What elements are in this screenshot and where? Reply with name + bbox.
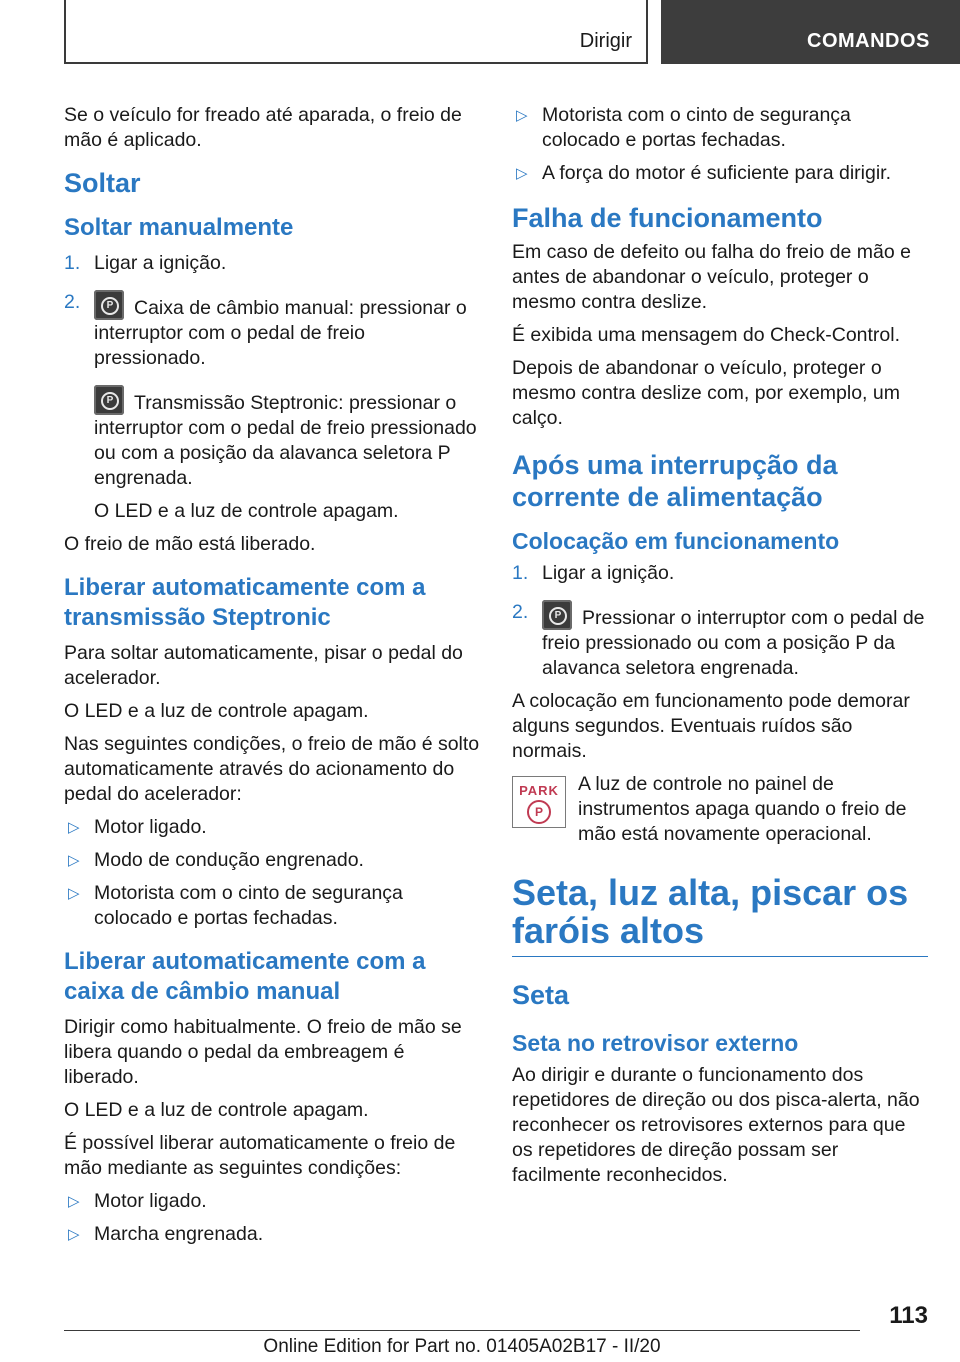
footer-rule — [64, 1330, 860, 1331]
heading-rule — [512, 956, 928, 957]
auto-steptronic-p3: Nas seguintes condições, o freio de mão é solto automaticamente através do acionamento do pedal do acelerador: — [64, 733, 480, 805]
falha-p3: Depois de abandonar o veículo, proteger o mesmo contra deslize com, por exemplo, um calço. — [512, 357, 900, 429]
step-1 — [512, 561, 928, 586]
list-item: ▷ Motorista com o cinto de segurança colocado e portas fechadas. — [68, 882, 403, 929]
triangle-bullet-icon: ▷ — [68, 885, 80, 902]
step-text: Caixa de câmbio manual: pressionar o interruptor com o pedal de freio pressionado. — [94, 297, 467, 369]
step-number: 2. — [64, 291, 81, 313]
step-number: 1. — [512, 562, 529, 584]
right-column — [512, 103, 928, 1196]
step-text: Ligar a ignição. — [94, 252, 227, 274]
step-number: 1. — [64, 252, 81, 274]
triangle-bullet-icon: ▷ — [68, 852, 80, 869]
parking-brake-button-icon: P — [94, 385, 124, 415]
park-note — [512, 772, 928, 852]
heading-seta-luz-alta: Seta, luz alta, piscar os faróis altos — [512, 872, 909, 951]
step-2-steptronic — [64, 385, 480, 491]
step-1 — [64, 251, 480, 276]
list-item: ▷ Modo de condução engrenado. — [68, 849, 364, 871]
step-text: Transmissão Steptronic: pressionar o interruptor com o pedal de freio pressionado ou com a posição da alavanca seletora P engrenada. — [94, 392, 477, 489]
auto-manual-p2: O LED e a luz de controle apagam. — [64, 1099, 369, 1121]
step-text: Pressionar o interruptor com o pedal de freio pressionado ou com a posição P da alavanca seletora engrenada. — [542, 607, 925, 679]
auto-steptronic-p1: Para soltar automaticamente, pisar o pedal do acelerador. — [64, 642, 463, 689]
park-warning-icon: PARK P — [512, 776, 566, 828]
triangle-bullet-icon: ▷ — [516, 107, 528, 124]
heading-liberar-manual: Liberar automaticamente com a caixa de câmbio manual — [64, 948, 426, 1005]
triangle-bullet-icon: ▷ — [516, 165, 528, 182]
heading-seta-retrovisor: Seta no retrovisor externo — [512, 1030, 799, 1056]
intro-text: Se o veículo for freado até aparada, o freio de mão é aplicado. — [64, 104, 462, 151]
footer-edition: Online Edition for Part no. 01405A02B17 - II/20 — [263, 1336, 661, 1357]
page-number: 113 — [889, 1302, 928, 1329]
step-text: Ligar a ignição. — [542, 562, 675, 584]
left-column — [64, 103, 480, 1255]
list-item: ▷ Marcha engrenada. — [68, 1223, 264, 1245]
step-number: 2. — [512, 601, 529, 623]
seta-text: Ao dirigir e durante o funcionamento dos repetidores de direção ou dos pisca-alerta, não reconhecer os retrovisores externos para que os repetidores de direção possam ser facilmente reconhecidos. — [512, 1064, 920, 1186]
heading-colocacao: Colocação em funcionamento — [512, 528, 840, 554]
triangle-bullet-icon: ▷ — [68, 1193, 80, 1210]
triangle-bullet-icon: ▷ — [68, 819, 80, 836]
header-section-title: Dirigir — [579, 30, 632, 52]
header-chapter-title: COMANDOS — [807, 30, 930, 52]
auto-manual-p1: Dirigir como habitualmente. O freio de mão se libera quando o pedal da embreagem é liberado. — [64, 1016, 462, 1088]
heading-liberar-steptronic: Liberar automaticamente com a transmissão Steptronic — [64, 574, 426, 631]
park-note-text: A luz de controle no painel de instrumentos apaga quando o freio de mão está novamente operacional. — [578, 773, 907, 845]
auto-steptronic-p2: O LED e a luz de controle apagam. — [64, 700, 369, 722]
step-2-result: O LED e a luz de controle apagam. — [94, 500, 399, 522]
list-item: ▷ A força do motor é suficiente para dirigir. — [516, 162, 892, 184]
heading-falha: Falha de funcionamento — [512, 203, 823, 233]
list-item: ▷ Motorista com o cinto de segurança colocado e portas fechadas. — [516, 104, 851, 151]
parking-brake-button-icon: P — [542, 600, 572, 630]
step-2 — [512, 600, 928, 681]
colocacao-text: A colocação em funcionamento pode demorar alguns segundos. Eventuais ruídos são normais. — [512, 690, 910, 762]
falha-p1: Em caso de defeito ou falha do freio de mão e antes de abandonar o veículo, proteger o mesmo contra deslize. — [512, 241, 911, 313]
header-chapter-tab — [661, 0, 960, 64]
step-2 — [64, 290, 480, 371]
auto-manual-p3: É possível liberar automaticamente o freio de mão mediante as seguintes condições: — [64, 1132, 456, 1179]
heading-soltar: Soltar — [64, 168, 141, 198]
heading-apos-interrupcao: Após uma interrupção da corrente de alimentação — [512, 450, 838, 512]
heading-soltar-manualmente: Soltar manualmente — [64, 214, 294, 241]
falha-p2: É exibida uma mensagem do Check-Control. — [512, 324, 901, 346]
released-text: O freio de mão está liberado. — [64, 533, 316, 555]
list-item: ▷ Motor ligado. — [68, 816, 207, 838]
parking-brake-button-icon: P — [94, 290, 124, 320]
header-section-box — [64, 0, 648, 64]
heading-seta: Seta — [512, 980, 570, 1010]
list-item: ▷ Motor ligado. — [68, 1190, 207, 1212]
triangle-bullet-icon: ▷ — [68, 1226, 80, 1243]
